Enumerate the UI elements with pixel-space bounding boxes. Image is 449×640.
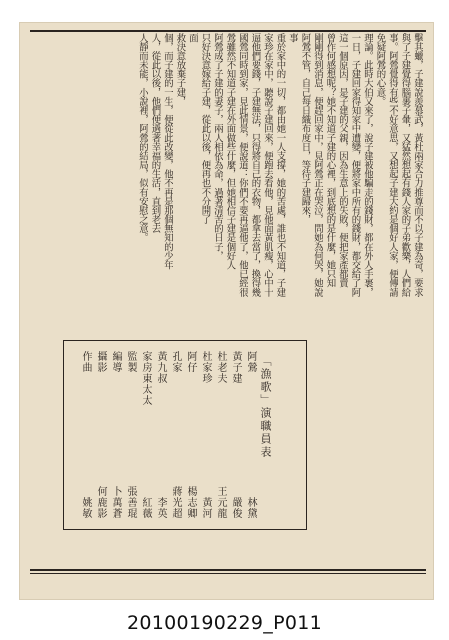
credit-entry [108,351,123,519]
credit-role: 家房東太太 [140,351,151,406]
credit-entry [228,351,243,519]
bottom-rule [30,569,426,571]
prose-column: 逼他們要錢，子建無法，只得將自己的衣物，都拿去當了，換得幾 [249,33,261,297]
credit-actor: 張善琨 [125,486,136,519]
credit-entry [243,351,258,519]
prose-column: 事。阿鶯覺得有些不好意思，又想起子建大約是個好人家，便傳請 [387,33,398,297]
prose-column: 救決意放棄子建， [174,33,186,106]
credit-actor: 蔣光超 [170,486,181,519]
prose-column: 免疑阿鶯的心意。 [374,33,386,106]
bottom-rule-thin [30,573,426,574]
prose-column: 理論。此時大伯又來了，說子建被他騙走的錢財，都在外人手裹， [362,33,373,297]
credit-role: 阿仔 [185,351,196,373]
credit-role: 杜家珍 [200,351,211,384]
credit-actor: 姚敏 [80,497,91,519]
credit-entry [78,351,93,519]
prose-column: 這一個原因，是子建的父親，因為生意上的失敗，便把家產都賣 [337,33,348,288]
prose-column: 阿鶯不管，自己每日織布度日，等待子建歸來， [299,33,311,224]
credit-entry [168,351,183,519]
credit-actor: 李英 [155,497,166,519]
prose-column: 擊其蠟，子建說羨慕武，黃杜兩家合力推尊而不以子建為奇，要求 [412,33,423,297]
credit-entry [153,351,168,519]
prose-column: 面 [187,33,198,43]
prose-column: 剛剛得到消息，便趕回家中，見阿鶯正在哭泣，問她為何哭，她說 [312,33,323,297]
credit-role: 作曲 [80,351,91,373]
prose-column: 只好決意嫁給子建，從此以後，便再也不分開了 [199,33,211,224]
credit-entry [183,351,198,519]
credit-entry [138,351,153,519]
credit-actor: 紅薇 [140,497,151,519]
prose-column: 事 [287,33,298,43]
credit-entry [93,351,108,519]
prose-column: 重於家中的一切，都由她一人支撐，她的苦處，誰也不知道，子建 [274,33,286,297]
prose-column: 國鶯同時到家，見此情景，便說道：你們不要再逼他了，他已經很 [237,33,248,297]
credit-role: 阿鶯 [245,351,256,373]
credit-role: 攝影 [95,351,106,373]
prose-column: 鶯雖然不知道子建在外面做些什麼，但她相信子建是個好人 [224,33,236,270]
credit-role: 黃子建 [230,351,241,384]
credit-entry [123,351,138,519]
prose-column: 曾作何感想呢？她不知道子建的心裡，到底想的是什麼，她只知 [324,33,336,288]
prose-text-block [32,33,423,301]
prose-column: 家珍在家中，聽說子建回來，便跑去看他，見他面黃肌瘦，心中十 [262,33,273,297]
credit-actor: 卜萬蒼 [110,486,121,519]
credit-role: 監製 [125,351,136,373]
credit-actor: 林黛 [245,497,256,519]
prose-column: 人，從此以後，他們便過著幸福的生活，直到老去 [149,33,161,233]
credits-box [63,340,307,530]
credits-list [80,351,258,519]
credit-actor: 嚴俊 [230,497,241,519]
credit-entry [198,351,213,519]
credit-actor: 何鹿影 [95,486,106,519]
prose-column: 人靜而未能，小說裡，阿鶯的結局，似有安慰之意。 [137,33,148,243]
credit-actor: 楊志卿 [185,486,196,519]
prose-column: 阿鶯成了子建的妻子，兩人相依為命，過著清苦的日子， [212,33,223,261]
prose-column: 一日，子建回家得知家中遭變，便將家中所有的錢財，都交給了阿 [349,33,361,297]
image-caption: 20100190229_P011 [127,612,322,634]
credit-actor: 王元龍 [215,486,226,519]
credits-title: 「漁歌」演職員表 [259,355,272,459]
top-rule [30,30,426,32]
prose-column: 與了子建覺得腦裹子暈，又猛然想起有錢人家的子弟歡樂，人們給 [399,33,411,297]
credit-actor: 黃河 [200,497,211,519]
credit-role: 黃九叔 [155,351,166,384]
credit-role: 杜老夫 [215,351,226,384]
prose-column: 個，而子建的一生，便從此改變，他不再是那個無知的少年 [162,33,173,270]
credit-role: 孔家 [170,351,181,373]
credit-role: 編導 [110,351,121,373]
credit-entry [213,351,228,519]
